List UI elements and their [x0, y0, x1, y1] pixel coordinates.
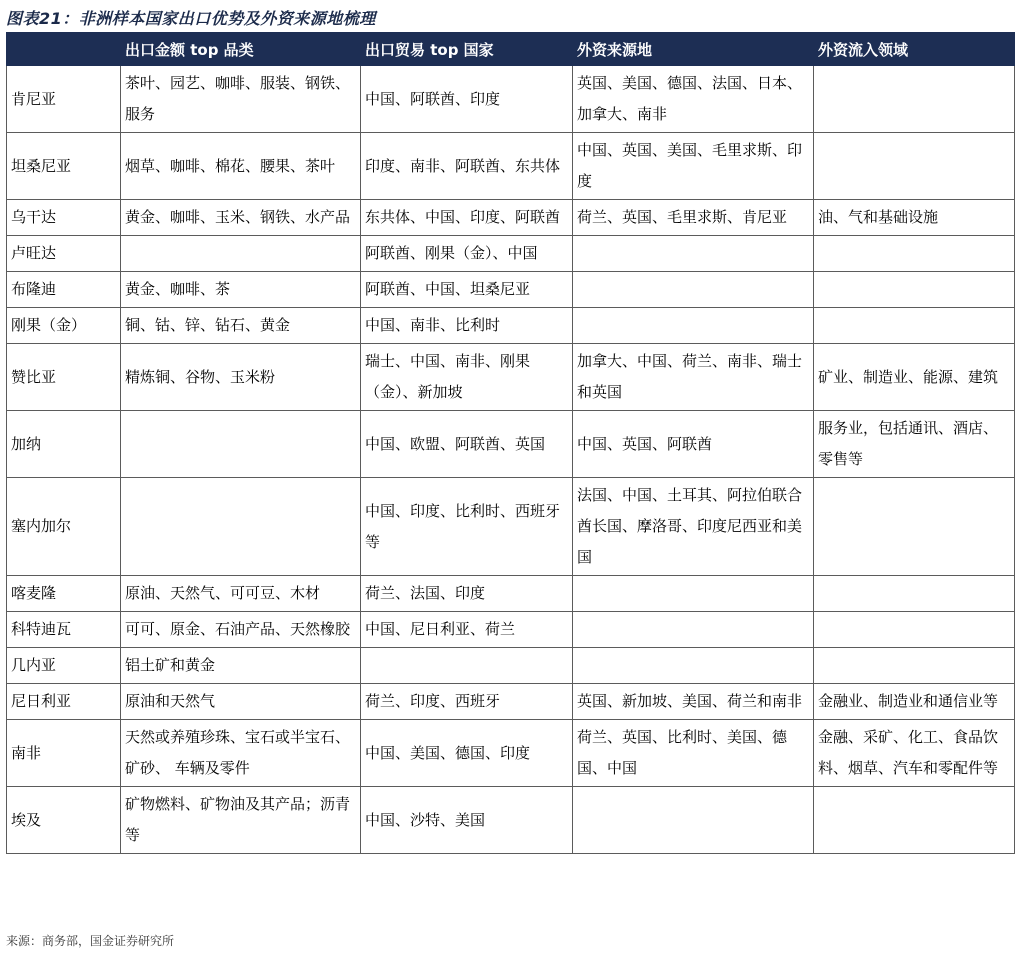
- cell-fdi-sectors: [814, 272, 1015, 308]
- table-row: [7, 344, 1015, 411]
- cell-country: 刚果（金）: [7, 308, 121, 344]
- cell-export-goods: 矿物燃料、矿物油及其产品；沥青等: [121, 787, 361, 854]
- table-row: [7, 66, 1015, 133]
- cell-export-goods: [121, 236, 361, 272]
- africa-trade-table: [6, 32, 1015, 854]
- cell-export-partners: 阿联酋、中国、坦桑尼亚: [361, 272, 573, 308]
- header-fdi-sources: 外资来源地: [573, 33, 814, 66]
- cell-fdi-sources: 中国、英国、阿联酋: [573, 411, 814, 478]
- cell-fdi-sectors: 油、气和基础设施: [814, 200, 1015, 236]
- cell-country: 肯尼亚: [7, 66, 121, 133]
- table-row: [7, 787, 1015, 854]
- cell-country: 坦桑尼亚: [7, 133, 121, 200]
- cell-fdi-sources: 法国、中国、土耳其、阿拉伯联合酋长国、摩洛哥、印度尼西亚和美国: [573, 478, 814, 576]
- table-row: [7, 612, 1015, 648]
- cell-fdi-sources: [573, 787, 814, 854]
- cell-export-partners: 印度、南非、阿联酋、东共体: [361, 133, 573, 200]
- cell-fdi-sectors: 服务业，包括通讯、酒店、零售等: [814, 411, 1015, 478]
- table-row: [7, 236, 1015, 272]
- table-row: [7, 684, 1015, 720]
- cell-fdi-sources: 英国、美国、德国、法国、日本、加拿大、南非: [573, 66, 814, 133]
- cell-fdi-sectors: [814, 66, 1015, 133]
- cell-export-partners: 阿联酋、刚果（金）、中国: [361, 236, 573, 272]
- cell-export-goods: 黄金、咖啡、茶: [121, 272, 361, 308]
- cell-country: 喀麦隆: [7, 576, 121, 612]
- cell-export-goods: 茶叶、园艺、咖啡、服装、钢铁、服务: [121, 66, 361, 133]
- cell-country: 科特迪瓦: [7, 612, 121, 648]
- cell-export-goods: 原油、天然气、可可豆、木材: [121, 576, 361, 612]
- table-row: [7, 308, 1015, 344]
- cell-export-partners: 中国、南非、比利时: [361, 308, 573, 344]
- table-row: [7, 648, 1015, 684]
- cell-country: 卢旺达: [7, 236, 121, 272]
- cell-fdi-sectors: [814, 576, 1015, 612]
- table-header-row: [7, 33, 1015, 66]
- cell-country: 几内亚: [7, 648, 121, 684]
- cell-country: 埃及: [7, 787, 121, 854]
- table-row: [7, 478, 1015, 576]
- cell-export-goods: [121, 411, 361, 478]
- cell-country: 尼日利亚: [7, 684, 121, 720]
- cell-fdi-sources: 荷兰、英国、毛里求斯、肯尼亚: [573, 200, 814, 236]
- cell-country: 乌干达: [7, 200, 121, 236]
- cell-export-goods: 黄金、咖啡、玉米、钢铁、水产品: [121, 200, 361, 236]
- cell-export-goods: [121, 478, 361, 576]
- cell-fdi-sources: 加拿大、中国、荷兰、南非、瑞士和英国: [573, 344, 814, 411]
- header-fdi-sectors: 外资流入领域: [814, 33, 1015, 66]
- source-note: 来源：商务部，国金证券研究所: [6, 934, 175, 948]
- table-row: [7, 133, 1015, 200]
- cell-country: 塞内加尔: [7, 478, 121, 576]
- table-row: [7, 720, 1015, 787]
- table-row: [7, 200, 1015, 236]
- cell-fdi-sectors: 矿业、制造业、能源、建筑: [814, 344, 1015, 411]
- cell-export-partners: 瑞士、中国、南非、刚果（金）、新加坡: [361, 344, 573, 411]
- cell-export-goods: 可可、原金、石油产品、天然橡胶: [121, 612, 361, 648]
- cell-fdi-sectors: [814, 308, 1015, 344]
- cell-fdi-sources: [573, 648, 814, 684]
- cell-fdi-sectors: [814, 648, 1015, 684]
- cell-fdi-sources: 英国、新加坡、美国、荷兰和南非: [573, 684, 814, 720]
- cell-export-goods: 烟草、咖啡、棉花、腰果、茶叶: [121, 133, 361, 200]
- cell-export-partners: [361, 648, 573, 684]
- table-row: [7, 576, 1015, 612]
- cell-country: 赞比亚: [7, 344, 121, 411]
- cell-fdi-sources: [573, 308, 814, 344]
- cell-fdi-sectors: 金融业、制造业和通信业等: [814, 684, 1015, 720]
- cell-export-partners: 中国、阿联酋、印度: [361, 66, 573, 133]
- table-row: [7, 272, 1015, 308]
- cell-fdi-sources: [573, 236, 814, 272]
- cell-country: 加纳: [7, 411, 121, 478]
- cell-fdi-sectors: [814, 478, 1015, 576]
- cell-export-goods: 铝土矿和黄金: [121, 648, 361, 684]
- table-row: [7, 411, 1015, 478]
- cell-fdi-sources: [573, 272, 814, 308]
- cell-fdi-sectors: [814, 133, 1015, 200]
- cell-export-partners: 中国、美国、德国、印度: [361, 720, 573, 787]
- header-export-partners: 出口贸易 top 国家: [361, 33, 573, 66]
- cell-fdi-sources: 荷兰、英国、比利时、美国、德国、中国: [573, 720, 814, 787]
- figure-title: 图表21：非洲样本国家出口优势及外资来源地梳理: [6, 9, 376, 28]
- header-export-goods: 出口金额 top 品类: [121, 33, 361, 66]
- cell-export-partners: 中国、欧盟、阿联酋、英国: [361, 411, 573, 478]
- cell-export-goods: 精炼铜、谷物、玉米粉: [121, 344, 361, 411]
- cell-export-goods: 原油和天然气: [121, 684, 361, 720]
- cell-fdi-sectors: [814, 236, 1015, 272]
- cell-country: 南非: [7, 720, 121, 787]
- cell-export-goods: 天然或养殖珍珠、宝石或半宝石、矿砂、 车辆及零件: [121, 720, 361, 787]
- cell-export-partners: 中国、尼日利亚、荷兰: [361, 612, 573, 648]
- cell-fdi-sources: [573, 612, 814, 648]
- cell-fdi-sectors: 金融、采矿、化工、食品饮料、烟草、汽车和零配件等: [814, 720, 1015, 787]
- header-country: [7, 33, 121, 66]
- cell-export-partners: 荷兰、法国、印度: [361, 576, 573, 612]
- cell-export-partners: 荷兰、印度、西班牙: [361, 684, 573, 720]
- cell-export-partners: 东共体、中国、印度、阿联酋: [361, 200, 573, 236]
- cell-fdi-sources: [573, 576, 814, 612]
- cell-export-partners: 中国、沙特、美国: [361, 787, 573, 854]
- cell-export-goods: 铜、钴、锌、钻石、黄金: [121, 308, 361, 344]
- cell-country: 布隆迪: [7, 272, 121, 308]
- cell-export-partners: 中国、印度、比利时、西班牙等: [361, 478, 573, 576]
- cell-fdi-sectors: [814, 787, 1015, 854]
- cell-fdi-sources: 中国、英国、美国、毛里求斯、印度: [573, 133, 814, 200]
- cell-fdi-sectors: [814, 612, 1015, 648]
